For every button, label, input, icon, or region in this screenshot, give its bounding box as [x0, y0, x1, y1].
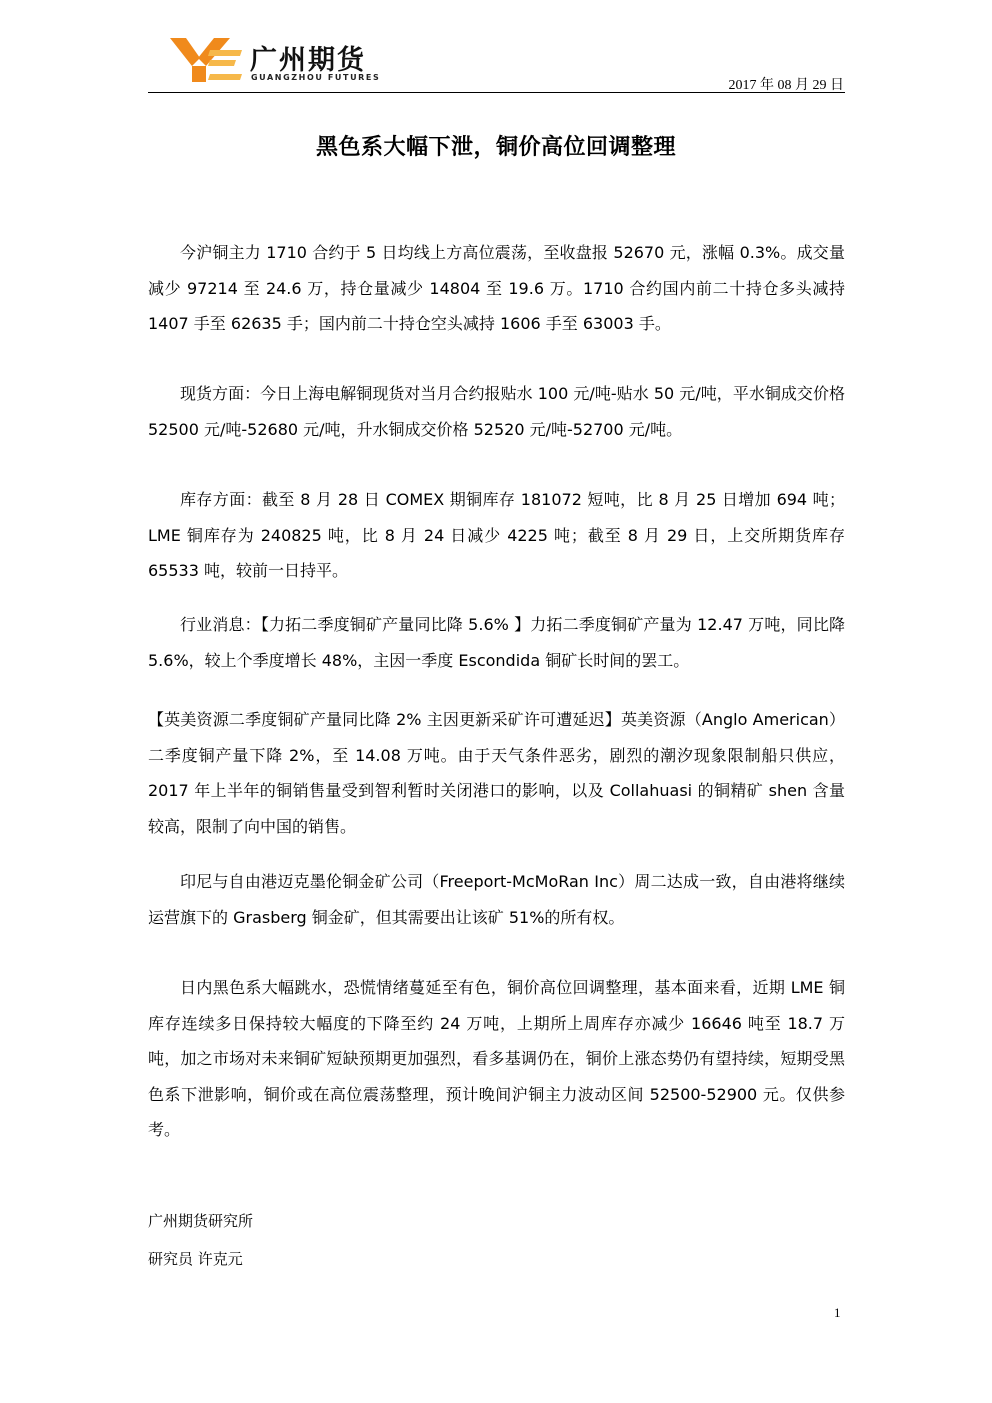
- paragraph-industry-news: 行业消息：【力拓二季度铜矿产量同比降 5.6% 】力拓二季度铜矿产量为 12.47 万吨，同比降 5.6%，较上个季度增长 48%，主因一季度 Escondida 铜矿长时间的罢工。: [148, 615, 845, 670]
- logo-chinese-name: 广州期货: [250, 45, 366, 76]
- report-title: 黑色系大幅下泄，铜价高位回调整理: [315, 135, 676, 160]
- header-divider: [148, 92, 845, 93]
- paragraph-market-summary: 今沪铜主力 1710 合约于 5 日均线上方高位震荡，至收盘报 52670 元，涨幅 0.3%。成交量减少 97214 至 24.6 万，持仓量减少 14804 至 19.6 万。1710 合约国内前二十持仓多头减持 1407 手至 62635 手；国内前二十持仓空头减持 1606 手至 63003 手。: [148, 243, 845, 333]
- paragraph-anglo-american: 【英美资源二季度铜矿产量同比降 2% 主因更新采矿许可遭延迟】英美资源（Anglo American）二季度铜产量下降 2%，至 14.08 万吨。由于天气条件恶劣，剧烈的潮汐现象限制船只供应，2017 年上半年的铜销售量受到智利暂时关闭港口的影响，以及 Collahuasi 的铜精矿 shen 含量较高，限制了向中国的销售。: [148, 710, 845, 836]
- report-date: 2017 年 08 月 29 日: [728, 78, 844, 93]
- paragraph-outlook: 日内黑色系大幅跳水，恐慌情绪蔓延至有色，铜价高位回调整理，基本面来看，近期 LME 铜库存连续多日保持较大幅度的下降至约 24 万吨，上期所上周库存亦减少 16646 吨至 18.7 万吨，加之市场对未来铜矿短缺预期更加强烈，看多基调仍在，铜价上涨态势仍有望持续，短期受黑色系下泄影响，铜价或在高位震荡整理，预计晚间沪铜主力波动区间 52500-52900 元。仅供参考。: [148, 978, 845, 1139]
- paragraph-freeport: 印尼与自由港迈克墨伦铜金矿公司（Freeport-McMoRan Inc）周二达成一致，自由港将继续运营旗下的 Grasberg 铜金矿，但其需要出让该矿 51%的所有权。: [148, 872, 845, 927]
- company-logo: [170, 36, 450, 86]
- paragraph-spot: 现货方面：今日上海电解铜现货对当月合约报贴水 100 元/吨-贴水 50 元/吨，平水铜成交价格 52500 元/吨-52680 元/吨，升水铜成交价格 52520 元/吨-52700 元/吨。: [148, 384, 845, 439]
- signature-org: 广州期货研究所: [148, 1212, 254, 1230]
- page-number: 1: [834, 1305, 841, 1320]
- logo-english-name: GUANGZHOU FUTURES: [251, 73, 381, 82]
- logo-mark-icon: [170, 36, 244, 84]
- page-header: [148, 30, 844, 94]
- paragraph-inventory: 库存方面：截至 8 月 28 日 COMEX 期铜库存 181072 短吨，比 8 月 25 日增加 694 吨；LME 铜库存为 240825 吨，比 8 月 24 日减少 4225 吨；截至 8 月 29 日，上交所期货库存 65533 吨，较前一日持平。: [148, 490, 845, 580]
- signature-researcher: 研究员 许克元: [148, 1250, 243, 1268]
